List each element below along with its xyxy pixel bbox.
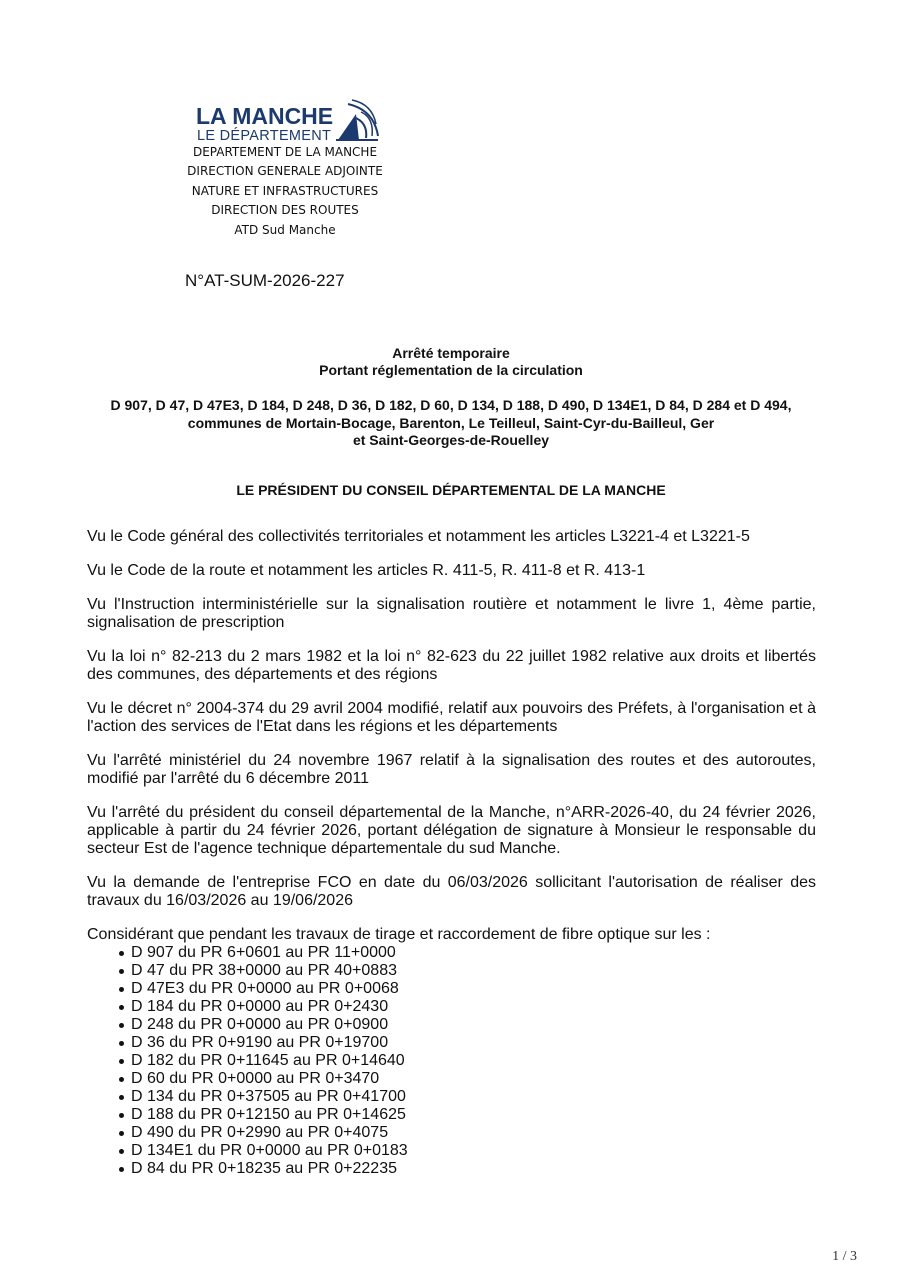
logo-line1: LA MANCHE (196, 103, 334, 129)
title-line2: Portant réglementation de la circulation (319, 362, 583, 378)
page-number: 1 / 3 (832, 1249, 857, 1264)
road-section-item: D 60 du PR 0+0000 au PR 0+3470 (131, 1070, 816, 1088)
road-section-item: D 184 du PR 0+0000 au PR 0+2430 (131, 998, 816, 1016)
consideration: Vu le décret n° 2004-374 du 29 avril 2004 modifié, relatif aux pouvoirs des Préfets, à l'organisation et à l'action des services de l'Etat dans les régions et les départements (87, 700, 816, 735)
title-line1: Arrêté temporaire (392, 345, 510, 361)
road-section-item: D 490 du PR 0+2990 au PR 0+4075 (131, 1124, 816, 1142)
road-sections-list (87, 944, 816, 1178)
road-section-item: D 248 du PR 0+0000 au PR 0+0900 (131, 1016, 816, 1034)
road-section-item: D 182 du PR 0+11645 au PR 0+14640 (131, 1052, 816, 1070)
roads-and-communes (88, 397, 814, 450)
president-heading: LE PRÉSIDENT DU CONSEIL DÉPARTEMENTAL DE LA MANCHE (236, 482, 666, 498)
consideration: Vu la demande de l'entreprise FCO en date du 06/03/2026 sollicitant l'autorisation de réaliser des travaux du 16/03/2026 au 19/06/2026 (87, 874, 816, 909)
consideration: Vu l'arrêté ministériel du 24 novembre 1967 relatif à la signalisation des routes et des autoroutes, modifié par l'arrêté du 6 décembre 2011 (87, 752, 816, 787)
road-section-item: D 907 du PR 6+0601 au PR 11+0000 (131, 944, 816, 962)
document-body (87, 528, 816, 1178)
department-header (150, 143, 420, 240)
road-section-item: D 47E3 du PR 0+0000 au PR 0+0068 (131, 980, 816, 998)
considerant-intro: Considérant que pendant les travaux de tirage et raccordement de fibre optique sur les : (87, 926, 711, 943)
document-title (88, 345, 814, 379)
department-line: ATD Sud Manche (234, 222, 336, 237)
consideration: Vu le Code général des collectivités territoriales et notamment les articles L3221-4 et L3221-5 (87, 528, 750, 545)
department-line: DIRECTION GENERALE ADJOINTE (187, 164, 383, 179)
arrete-reference: N°AT-SUM-2026-227 (185, 271, 345, 290)
road-section-item: D 36 du PR 0+9190 au PR 0+19700 (131, 1034, 816, 1052)
communes-end: et Saint-Georges-de-Rouelley (352, 432, 550, 448)
consideration: Vu la loi n° 82-213 du 2 mars 1982 et la loi n° 82-623 du 22 juillet 1982 relative aux droits et libertés des communes, des départements et des régions (87, 648, 816, 683)
department-line: DIRECTION DES ROUTES (211, 203, 359, 218)
communes-list: , communes de Mortain-Bocage, Barenton, Le Teilleul, Saint-Cyr-du-Bailleul, Ger (187, 397, 792, 431)
sail-icon (336, 100, 378, 140)
department-line: DEPARTEMENT DE LA MANCHE (192, 145, 378, 159)
road-section-item: D 134E1 du PR 0+0000 au PR 0+0183 (131, 1142, 816, 1160)
logo-line2: LE DÉPARTEMENT (197, 128, 332, 144)
road-section-item: D 84 du PR 0+18235 au PR 0+22235 (131, 1160, 816, 1178)
road-section-item: D 47 du PR 38+0000 au PR 40+0883 (131, 962, 816, 980)
consideration: Vu le Code de la route et notamment les articles R. 411-5, R. 411-8 et R. 413-1 (87, 562, 646, 579)
logo-graphic (196, 96, 386, 146)
road-section-item: D 188 du PR 0+12150 au PR 0+14625 (131, 1106, 816, 1124)
consideration: Vu l'Instruction interministérielle sur la signalisation routière et notamment le livre 1, 4ème partie, signalisation de prescription (87, 596, 816, 631)
road-section-item: D 134 du PR 0+37505 au PR 0+41700 (131, 1088, 816, 1106)
la-manche-logo (196, 96, 386, 146)
department-line: NATURE ET INFRASTRUCTURES (191, 183, 379, 198)
roads-list: D 907, D 47, D 47E3, D 184, D 248, D 36, D 182, D 60, D 134, D 188, D 490, D 134E1, D 84, D 284 et D 494 (110, 397, 788, 413)
consideration: Vu l'arrêté du président du conseil départemental de la Manche, n°ARR-2026-40, du 24 février 2026, applicable à partir du 24 février 2026, portant délégation de signature à Monsieur le responsable du secteur Est de l'agence technique départementale du sud Manche. (87, 804, 816, 857)
